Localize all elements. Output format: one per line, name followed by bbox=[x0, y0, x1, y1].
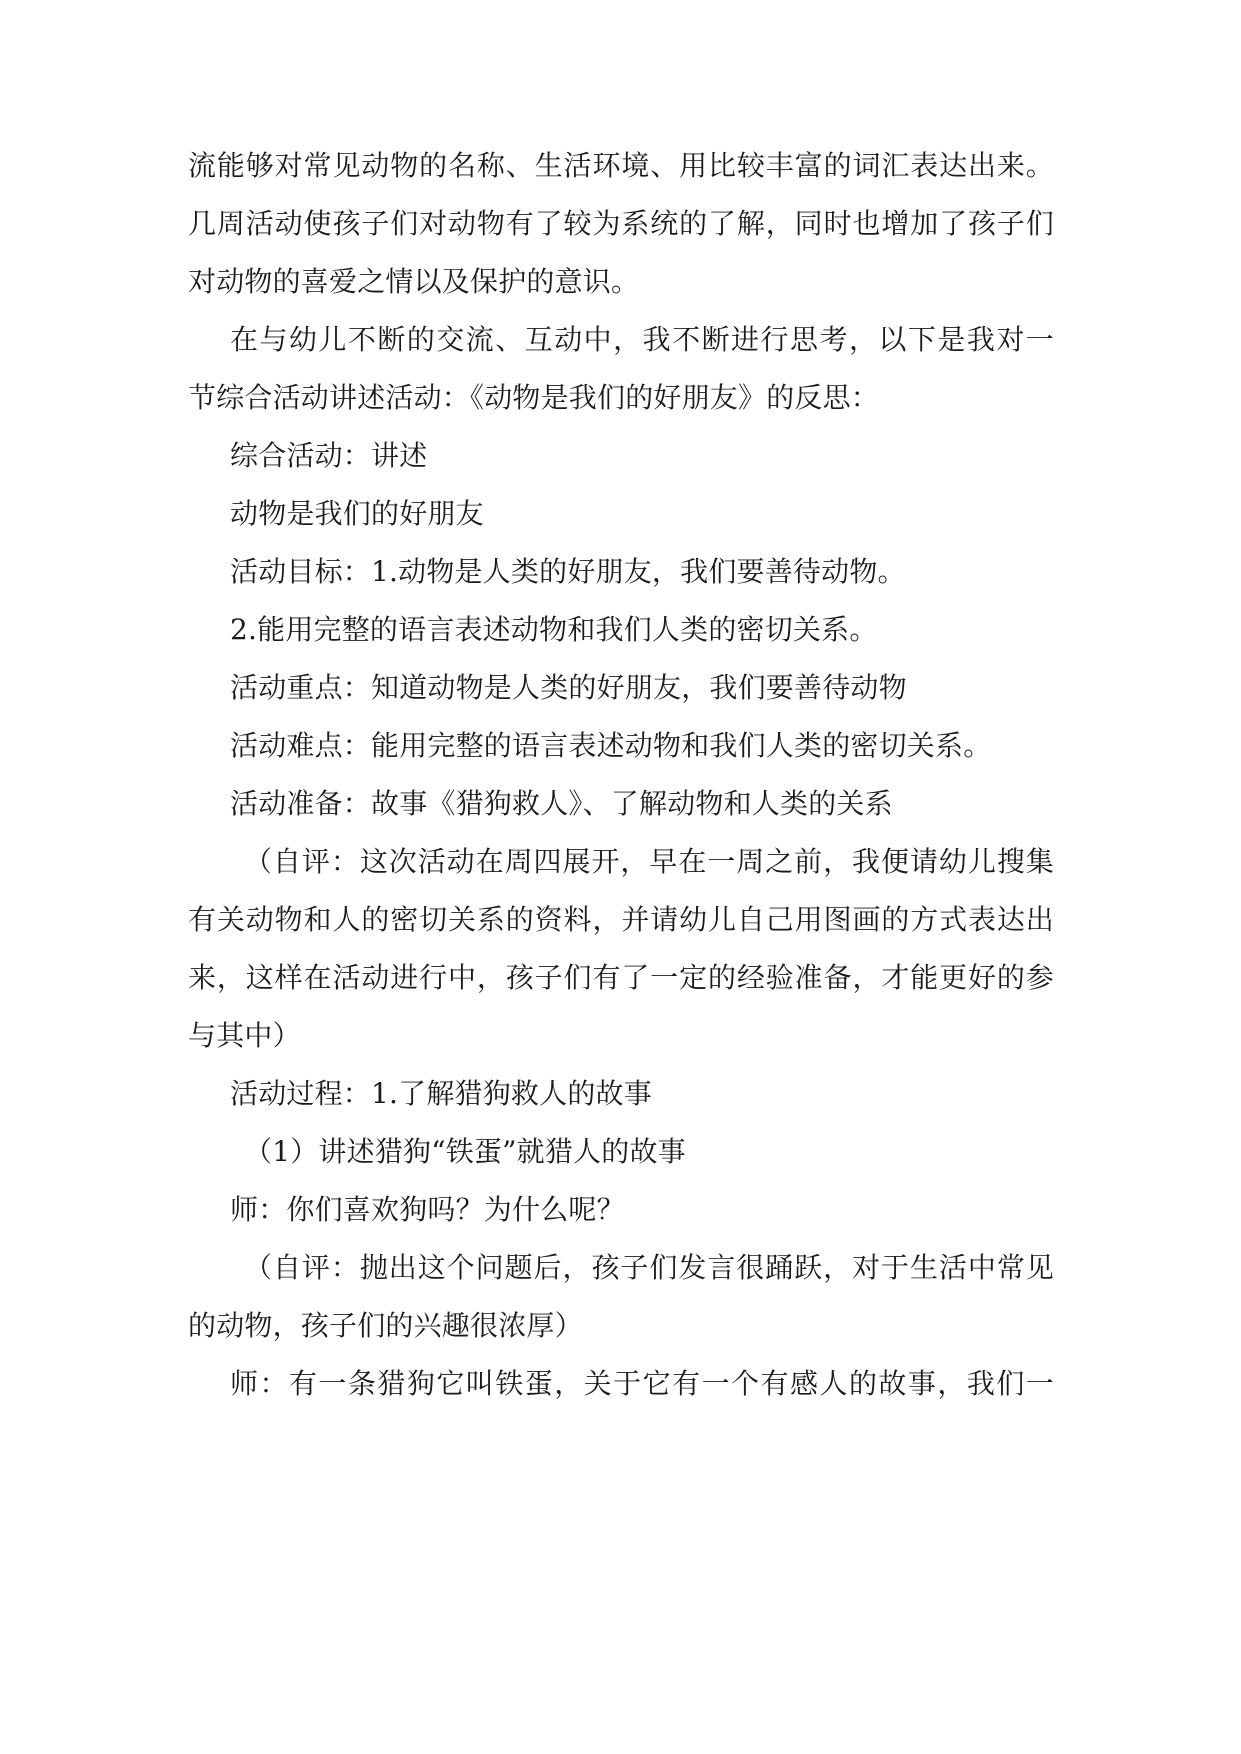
activity-preparation: 活动准备：故事《猎狗救人》、了解动物和人类的关系 bbox=[230, 787, 893, 820]
paragraph-line: 几周活动使孩子们对动物有了较为系统的了解，同时也增加了孩子们 bbox=[188, 207, 1054, 240]
activity-goal-1: 活动目标：1.动物是人类的好朋友，我们要善待动物。 bbox=[230, 555, 906, 588]
section-title: 动物是我们的好朋友 bbox=[230, 497, 484, 530]
paragraph-line: （1）讲述猎狗“铁蛋”就猎人的故事 bbox=[244, 1135, 686, 1168]
paragraph-line: 在与幼儿不断的交流、互动中，我不断进行思考，以下是我对一 bbox=[230, 323, 1054, 356]
activity-focus: 活动重点：知道动物是人类的好朋友，我们要善待动物 bbox=[230, 671, 907, 704]
paragraph-line: 来，这样在活动进行中，孩子们有了一定的经验准备，才能更好的参 bbox=[188, 961, 1054, 994]
paragraph-line: 师：有一条猎狗它叫铁蛋，关于它有一个有感人的故事，我们一 bbox=[230, 1367, 1054, 1400]
paragraph-line: （自评：这次活动在周四展开，早在一周之前，我便请幼儿搜集 bbox=[244, 845, 1054, 878]
paragraph-line: 师：你们喜欢狗吗？为什么呢？ bbox=[230, 1193, 625, 1226]
paragraph-line: 对动物的喜爱之情以及保护的意识。 bbox=[188, 265, 640, 298]
activity-process: 活动过程：1.了解猎狗救人的故事 bbox=[230, 1077, 652, 1110]
paragraph-line: 有关动物和人的密切关系的资料，并请幼儿自己用图画的方式表达出 bbox=[188, 903, 1054, 936]
paragraph-line: （自评：抛出这个问题后，孩子们发言很踊跃，对于生活中常见 bbox=[244, 1251, 1054, 1284]
section-label: 综合活动：讲述 bbox=[230, 439, 428, 472]
paragraph-line: 流能够对常见动物的名称、生活环境、用比较丰富的词汇表达出来。 bbox=[188, 149, 1054, 182]
paragraph-line: 节综合活动讲述活动：《动物是我们的好朋友》的反思： bbox=[188, 381, 880, 414]
activity-difficulty: 活动难点：能用完整的语言表述动物和我们人类的密切关系。 bbox=[230, 729, 992, 762]
paragraph-line: 的动物，孩子们的兴趣很浓厚） bbox=[188, 1309, 583, 1342]
activity-goal-2: 2.能用完整的语言表述动物和我们人类的密切关系。 bbox=[230, 613, 878, 646]
paragraph-line: 与其中） bbox=[188, 1019, 301, 1052]
